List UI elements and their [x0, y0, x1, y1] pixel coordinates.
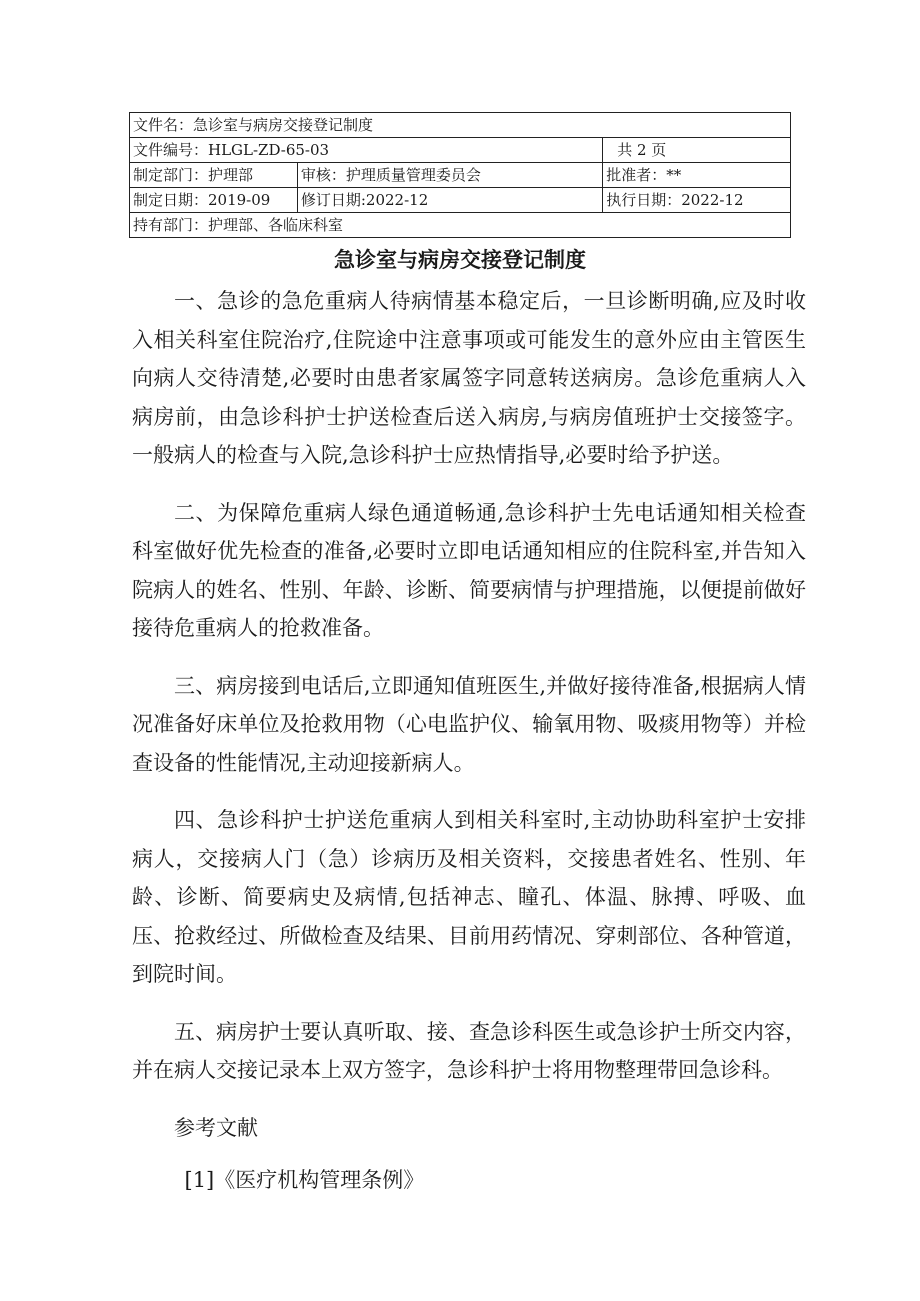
- document-body: [132, 282, 806, 1200]
- dept-cell: 制定部门：护理部: [130, 163, 298, 188]
- reviewer-cell: 审核：护理质量管理委员会: [297, 163, 602, 188]
- paragraph-5: 五、病房护士要认真听取、接、查急诊科医生或急诊护士所交内容，并在病人交接记录本上双方签字，急诊科护士将用物整理带回急诊科。: [132, 1019, 806, 1082]
- approver-cell: 批准者：**: [603, 163, 791, 188]
- revised-date-cell: 修订日期:2022-12: [297, 188, 602, 213]
- paragraph-2: 二、为保障危重病人绿色通道畅通,急诊科护士先电话通知相关检查科室做好优先检查的准备,必要时立即电话通知相应的住院科室,并告知入院病人的姓名、性别、年龄、诊断、简要病情与护理措施，以便提前做好接待危重病人的抢救准备。: [132, 500, 806, 640]
- document-header-table: [129, 112, 791, 238]
- exec-date-cell: 执行日期：2022-12: [603, 188, 791, 213]
- file-number-cell: 文件编号：HLGL-ZD-65-03: [130, 138, 603, 163]
- reference-item: [1]《医疗机构管理条例》: [184, 1168, 425, 1192]
- references-heading: 参考文献: [174, 1115, 258, 1140]
- document-title: 急诊室与病房交接登记制度: [334, 248, 586, 272]
- holders-cell: 持有部门：护理部、各临床科室: [130, 213, 791, 238]
- created-date-cell: 制定日期：2019-09: [130, 188, 298, 213]
- paragraph-1: 一、急诊的急危重病人待病情基本稳定后，一旦诊断明确,应及时收入相关科室住院治疗,住院途中注意事项或可能发生的意外应由主管医生向病人交待清楚,必要时由患者家属签字同意转送病房。急诊危重病人入病房前，由急诊科护士护送检查后送入病房,与病房值班护士交接签字。一般病人的检查与入院,急诊科护士应热情指导,必要时给予护送。: [132, 289, 806, 467]
- paragraph-4: 四、急诊科护士护送危重病人到相关科室时,主动协助科室护士安排病人，交接病人门（急）诊病历及相关资料，交接患者姓名、性别、年龄、诊断、简要病史及病情,包括神志、瞳孔、体温、脉搏、呼吸、血压、抢救经过、所做检查及结果、目前用药情况、穿刺部位、各种管道，到院时间。: [132, 808, 806, 986]
- page-count-cell: 共 2 页: [603, 138, 791, 163]
- paragraph-3: 三、病房接到电话后,立即通知值班医生,并做好接待准备,根据病人情况准备好床单位及抢救用物（心电监护仪、输氧用物、吸痰用物等）并检查设备的性能情况,主动迎接新病人。: [132, 673, 806, 775]
- file-name-cell: 文件名：急诊室与病房交接登记制度: [130, 113, 791, 138]
